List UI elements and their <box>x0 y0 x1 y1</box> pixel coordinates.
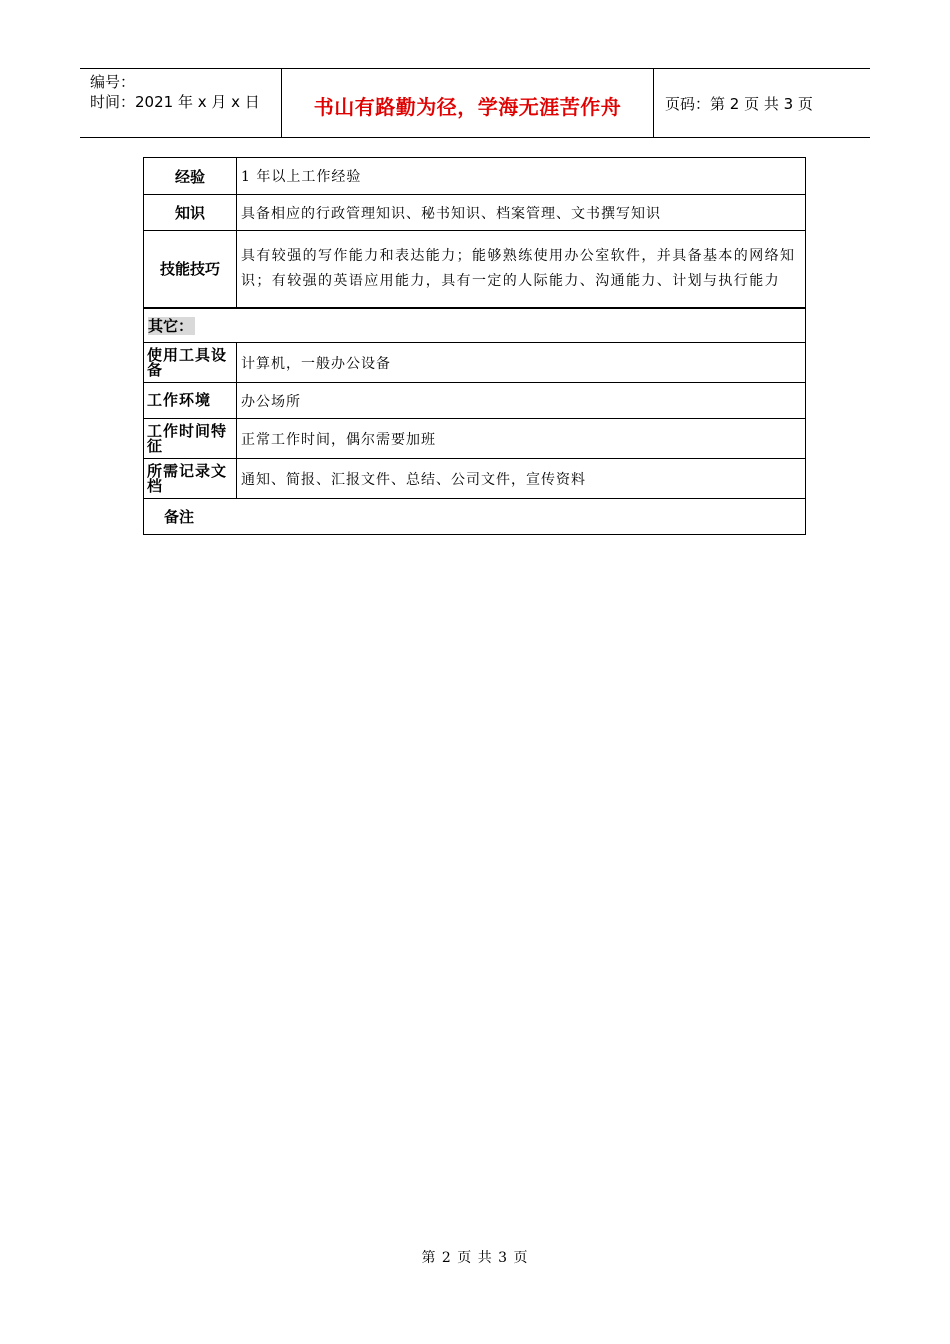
header-meta <box>90 72 260 112</box>
remarks-label: 备注 <box>144 499 806 535</box>
page-header <box>80 68 870 138</box>
experience-label: 经验 <box>144 158 237 195</box>
table-row <box>144 231 806 308</box>
header-motto: 书山有路勤为径，学海无涯苦作舟 <box>313 95 622 119</box>
job-requirements-table <box>143 157 806 535</box>
document-number-label: 编号： <box>90 73 136 91</box>
experience-value: 1 年以上工作经验 <box>237 158 806 195</box>
table-row <box>144 383 806 419</box>
skills-value: 具有较强的写作能力和表达能力；能够熟练使用办公室软件，并具备基本的网络知识；有较强的英语应用能力，具有一定的人际能力、沟通能力、计划与执行能力 <box>237 231 806 308</box>
knowledge-label: 知识 <box>144 195 237 231</box>
table-row <box>144 343 806 383</box>
other-section-title <box>144 308 806 343</box>
table-row <box>144 158 806 195</box>
knowledge-value: 具备相应的行政管理知识、秘书知识、档案管理、文书撰写知识 <box>237 195 806 231</box>
work-environment-label: 工作环境 <box>144 383 237 419</box>
work-environment-value: 办公场所 <box>237 383 806 419</box>
table-row <box>144 308 806 343</box>
header-divider <box>653 69 654 137</box>
table-row <box>144 419 806 459</box>
other-section-heading: 其它： <box>148 316 194 335</box>
tools-equipment-value: 计算机，一般办公设备 <box>237 343 806 383</box>
required-documents-label: 所需记录文档 <box>144 459 237 499</box>
work-hours-value: 正常工作时间，偶尔需要加班 <box>237 419 806 459</box>
skills-label: 技能技巧 <box>144 231 237 308</box>
work-hours-label: 工作时间特征 <box>144 419 237 459</box>
header-page-number: 页码：第 2 页 共 3 页 <box>665 95 813 113</box>
table-row <box>144 499 806 535</box>
table-row <box>144 195 806 231</box>
table-row <box>144 459 806 499</box>
page-footer: 第 2 页 共 3 页 <box>421 1250 529 1266</box>
tools-equipment-label: 使用工具设备 <box>144 343 237 383</box>
document-date: 时间：2021 年 x 月 x 日 <box>90 93 260 111</box>
required-documents-value: 通知、简报、汇报文件、总结、公司文件，宣传资料 <box>237 459 806 499</box>
